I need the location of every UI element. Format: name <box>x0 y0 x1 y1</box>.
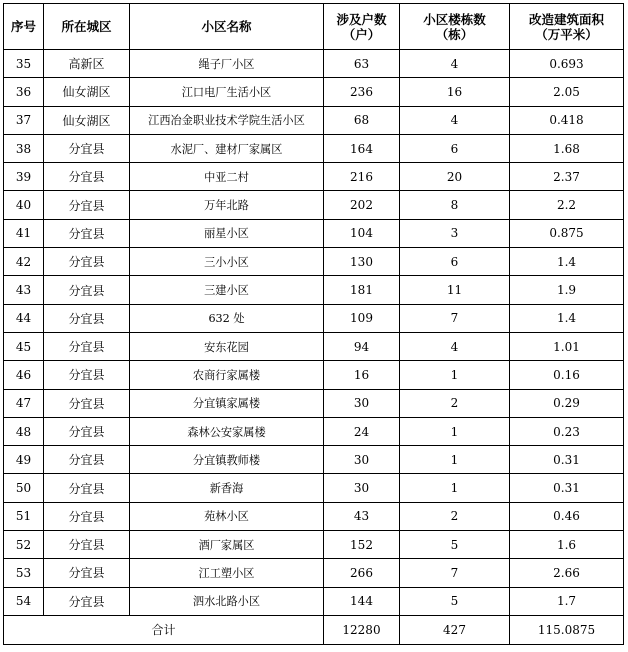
cell-area: 1.4 <box>510 304 624 332</box>
table-row <box>4 50 624 78</box>
cell-name: 泗水北路小区 <box>130 587 324 615</box>
table-row <box>4 276 624 304</box>
cell-district: 分宜县 <box>44 587 130 615</box>
cell-seq: 40 <box>4 191 44 219</box>
cell-area: 0.31 <box>510 474 624 502</box>
cell-buildings: 16 <box>400 78 510 106</box>
cell-area: 1.01 <box>510 332 624 360</box>
cell-name: 万年北路 <box>130 191 324 219</box>
table-row <box>4 446 624 474</box>
cell-households: 30 <box>324 474 400 502</box>
cell-buildings: 1 <box>400 417 510 445</box>
header-buildings <box>400 4 510 50</box>
table-row <box>4 332 624 360</box>
cell-households: 216 <box>324 163 400 191</box>
cell-households: 16 <box>324 361 400 389</box>
cell-seq: 38 <box>4 134 44 162</box>
cell-area: 1.6 <box>510 531 624 559</box>
header-area-line1: 改造建筑面积 <box>528 11 604 27</box>
cell-buildings: 6 <box>400 134 510 162</box>
table-row <box>4 587 624 615</box>
header-name: 小区名称 <box>130 4 324 50</box>
cell-seq: 41 <box>4 219 44 247</box>
cell-seq: 54 <box>4 587 44 615</box>
cell-households: 30 <box>324 446 400 474</box>
cell-area: 1.7 <box>510 587 624 615</box>
cell-area: 2.37 <box>510 163 624 191</box>
cell-district: 仙女湖区 <box>44 106 130 134</box>
cell-area: 1.68 <box>510 134 624 162</box>
header-area-line2: （万平米） <box>535 26 598 42</box>
cell-seq: 53 <box>4 559 44 587</box>
cell-area: 0.16 <box>510 361 624 389</box>
cell-district: 高新区 <box>44 50 130 78</box>
header-row <box>4 4 624 50</box>
cell-name: 苑林小区 <box>130 502 324 530</box>
cell-buildings: 20 <box>400 163 510 191</box>
header-seq: 序号 <box>4 4 44 50</box>
cell-district: 仙女湖区 <box>44 78 130 106</box>
cell-name: 丽星小区 <box>130 219 324 247</box>
cell-buildings: 4 <box>400 106 510 134</box>
cell-area: 0.693 <box>510 50 624 78</box>
cell-seq: 36 <box>4 78 44 106</box>
cell-district: 分宜县 <box>44 361 130 389</box>
table-row <box>4 474 624 502</box>
cell-households: 109 <box>324 304 400 332</box>
cell-district: 分宜县 <box>44 446 130 474</box>
cell-households: 236 <box>324 78 400 106</box>
cell-name: 江工塑小区 <box>130 559 324 587</box>
table-row <box>4 248 624 276</box>
cell-buildings: 1 <box>400 446 510 474</box>
table-row <box>4 219 624 247</box>
cell-area: 0.23 <box>510 417 624 445</box>
cell-name: 632 处 <box>130 304 324 332</box>
total-row <box>4 615 624 644</box>
cell-seq: 47 <box>4 389 44 417</box>
total-households: 12280 <box>324 615 400 644</box>
table-row <box>4 191 624 219</box>
cell-buildings: 11 <box>400 276 510 304</box>
cell-seq: 50 <box>4 474 44 502</box>
cell-seq: 45 <box>4 332 44 360</box>
cell-area: 2.2 <box>510 191 624 219</box>
table-row <box>4 389 624 417</box>
cell-buildings: 2 <box>400 502 510 530</box>
cell-households: 181 <box>324 276 400 304</box>
cell-seq: 44 <box>4 304 44 332</box>
cell-area: 2.66 <box>510 559 624 587</box>
cell-district: 分宜县 <box>44 474 130 502</box>
cell-name: 江口电厂生活小区 <box>130 78 324 106</box>
cell-district: 分宜县 <box>44 531 130 559</box>
cell-name: 绳子厂小区 <box>130 50 324 78</box>
cell-buildings: 5 <box>400 531 510 559</box>
cell-name: 酒厂家属区 <box>130 531 324 559</box>
cell-households: 164 <box>324 134 400 162</box>
cell-name: 农商行家属楼 <box>130 361 324 389</box>
cell-households: 43 <box>324 502 400 530</box>
table-row <box>4 559 624 587</box>
cell-buildings: 1 <box>400 474 510 502</box>
cell-households: 30 <box>324 389 400 417</box>
cell-name: 安东花园 <box>130 332 324 360</box>
cell-name: 江西冶金职业技术学院生活小区 <box>130 106 324 134</box>
cell-area: 2.05 <box>510 78 624 106</box>
header-households-line1: 涉及户数 <box>336 11 387 27</box>
cell-area: 1.4 <box>510 248 624 276</box>
cell-district: 分宜县 <box>44 191 130 219</box>
cell-district: 分宜县 <box>44 332 130 360</box>
table-row <box>4 163 624 191</box>
table-row <box>4 361 624 389</box>
cell-area: 0.29 <box>510 389 624 417</box>
cell-name: 新香海 <box>130 474 324 502</box>
cell-buildings: 7 <box>400 559 510 587</box>
cell-seq: 42 <box>4 248 44 276</box>
cell-seq: 43 <box>4 276 44 304</box>
cell-buildings: 8 <box>400 191 510 219</box>
cell-name: 水泥厂、建材厂家属区 <box>130 134 324 162</box>
cell-district: 分宜县 <box>44 219 130 247</box>
cell-seq: 37 <box>4 106 44 134</box>
cell-area: 0.418 <box>510 106 624 134</box>
cell-district: 分宜县 <box>44 248 130 276</box>
cell-seq: 35 <box>4 50 44 78</box>
table-row <box>4 78 624 106</box>
cell-area: 0.46 <box>510 502 624 530</box>
cell-seq: 51 <box>4 502 44 530</box>
cell-seq: 46 <box>4 361 44 389</box>
cell-households: 144 <box>324 587 400 615</box>
table-body <box>4 50 624 616</box>
header-area <box>510 4 624 50</box>
cell-district: 分宜县 <box>44 304 130 332</box>
renovation-table <box>3 3 624 645</box>
table-row <box>4 417 624 445</box>
cell-district: 分宜县 <box>44 559 130 587</box>
cell-buildings: 3 <box>400 219 510 247</box>
table-footer <box>4 615 624 644</box>
cell-name: 三建小区 <box>130 276 324 304</box>
cell-households: 152 <box>324 531 400 559</box>
cell-district: 分宜县 <box>44 163 130 191</box>
table-row <box>4 304 624 332</box>
header-buildings-line2: （栋） <box>435 26 474 42</box>
cell-households: 266 <box>324 559 400 587</box>
cell-seq: 49 <box>4 446 44 474</box>
cell-district: 分宜县 <box>44 417 130 445</box>
cell-households: 24 <box>324 417 400 445</box>
table-header <box>4 4 624 50</box>
cell-name: 分宜镇家属楼 <box>130 389 324 417</box>
table-row <box>4 134 624 162</box>
cell-buildings: 7 <box>400 304 510 332</box>
cell-district: 分宜县 <box>44 502 130 530</box>
cell-buildings: 5 <box>400 587 510 615</box>
cell-area: 0.875 <box>510 219 624 247</box>
cell-seq: 39 <box>4 163 44 191</box>
cell-district: 分宜县 <box>44 134 130 162</box>
cell-households: 104 <box>324 219 400 247</box>
cell-area: 1.9 <box>510 276 624 304</box>
cell-name: 分宜镇教师楼 <box>130 446 324 474</box>
cell-district: 分宜县 <box>44 276 130 304</box>
cell-buildings: 2 <box>400 389 510 417</box>
table-row <box>4 106 624 134</box>
total-label: 合计 <box>4 615 324 644</box>
header-households <box>324 4 400 50</box>
cell-households: 130 <box>324 248 400 276</box>
cell-area: 0.31 <box>510 446 624 474</box>
header-buildings-line1: 小区楼栋数 <box>423 11 486 27</box>
total-area: 115.0875 <box>510 615 624 644</box>
cell-buildings: 1 <box>400 361 510 389</box>
cell-name: 中亚二村 <box>130 163 324 191</box>
cell-households: 63 <box>324 50 400 78</box>
cell-buildings: 6 <box>400 248 510 276</box>
cell-seq: 52 <box>4 531 44 559</box>
cell-name: 森林公安家属楼 <box>130 417 324 445</box>
cell-seq: 48 <box>4 417 44 445</box>
header-households-line2: （户） <box>342 26 381 42</box>
header-district: 所在城区 <box>44 4 130 50</box>
cell-buildings: 4 <box>400 332 510 360</box>
cell-households: 202 <box>324 191 400 219</box>
cell-households: 94 <box>324 332 400 360</box>
total-buildings: 427 <box>400 615 510 644</box>
cell-name: 三小小区 <box>130 248 324 276</box>
cell-buildings: 4 <box>400 50 510 78</box>
table-row <box>4 531 624 559</box>
cell-district: 分宜县 <box>44 389 130 417</box>
cell-households: 68 <box>324 106 400 134</box>
table-row <box>4 502 624 530</box>
